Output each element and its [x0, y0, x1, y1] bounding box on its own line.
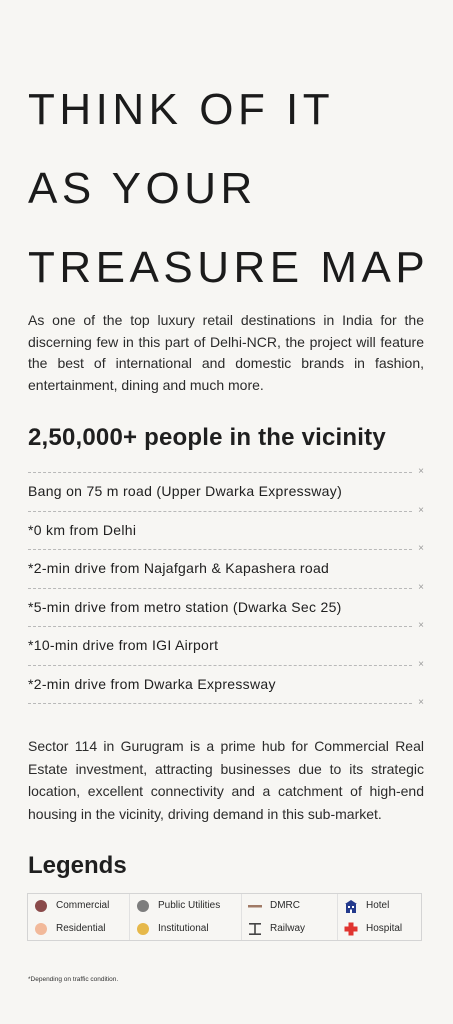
close-mark-icon: × [418, 504, 424, 516]
hero-heading [28, 70, 448, 307]
intro-paragraph: As one of the top luxury retail destinations in India for the discerning few in this part of Delhi-NCR, the project will feature the best of international and domestic brands in fashion, entertainment, dining and much more. [28, 312, 424, 393]
divider [28, 505, 424, 517]
legend-label: DMRC [270, 900, 300, 911]
legend-residential [28, 917, 130, 940]
highlights-list [28, 466, 424, 709]
close-mark-icon: × [418, 466, 424, 477]
hero-line-2: AS YOUR [28, 164, 257, 213]
highlight-item: *0 km from Delhi [28, 521, 137, 538]
legend-table [27, 893, 422, 941]
dmrc-line-icon [248, 899, 262, 913]
divider [28, 543, 424, 555]
highlight-item: Bang on 75 m road (Upper Dwarka Expressway) [28, 483, 343, 499]
vicinity-heading: 2,50,000+ people in the vicinity [28, 424, 386, 451]
highlight-item: *2-min drive from Najafgarh & Kapashera road [28, 560, 330, 576]
legend-label: Commercial [56, 900, 110, 911]
close-mark-icon: × [418, 543, 424, 554]
legend-hospital [338, 917, 423, 940]
legend-label: Public Utilities [158, 900, 221, 911]
legend-label: Hotel [366, 900, 390, 911]
highlight-item: *2-min drive from Dwarka Expressway [28, 675, 276, 692]
legend-label: Residential [56, 923, 106, 934]
hero-line-1: THINK OF IT [28, 85, 335, 134]
legends-heading: Legends [28, 852, 127, 879]
hospital-cross-icon [344, 922, 358, 936]
public-utilities-dot-icon [136, 899, 150, 913]
divider [28, 582, 424, 594]
footnote: *Depending on traffic condition. [28, 976, 119, 983]
highlight-item: *10-min drive from IGI Airport [28, 637, 219, 653]
hotel-icon [344, 899, 358, 913]
close-mark-icon: × [418, 697, 424, 708]
legend-railway [242, 917, 338, 940]
hero-line-3: TREASURE MAP [28, 243, 430, 292]
close-mark-icon: × [418, 620, 424, 631]
divider [28, 697, 424, 709]
market-paragraph: Sector 114 in Gurugram is a prime hub for Commercial Real Estate investment, attracting businesses due to its strategic location, excellent connectivity and a catchment of high-end housing in the vicinity, driving demand in this sub-market. [28, 738, 424, 822]
legend-commercial [28, 894, 130, 917]
legend-dmrc [242, 894, 338, 917]
residential-dot-icon [34, 922, 48, 936]
divider [28, 620, 424, 632]
legend-public-utilities [130, 894, 242, 917]
legend-label: Railway [270, 923, 306, 934]
commercial-dot-icon [34, 899, 48, 913]
close-mark-icon: × [418, 581, 424, 593]
institutional-dot-icon [136, 922, 150, 936]
highlight-item: *5-min drive from metro station (Dwarka Sec 25) [28, 598, 342, 615]
close-mark-icon: × [418, 658, 424, 670]
railway-icon [248, 922, 262, 936]
divider [28, 659, 424, 671]
legend-hotel [338, 894, 423, 917]
legend-label: Institutional [158, 923, 209, 934]
legend-institutional [130, 917, 242, 940]
divider [28, 466, 424, 478]
legend-label: Hospital [366, 923, 403, 934]
